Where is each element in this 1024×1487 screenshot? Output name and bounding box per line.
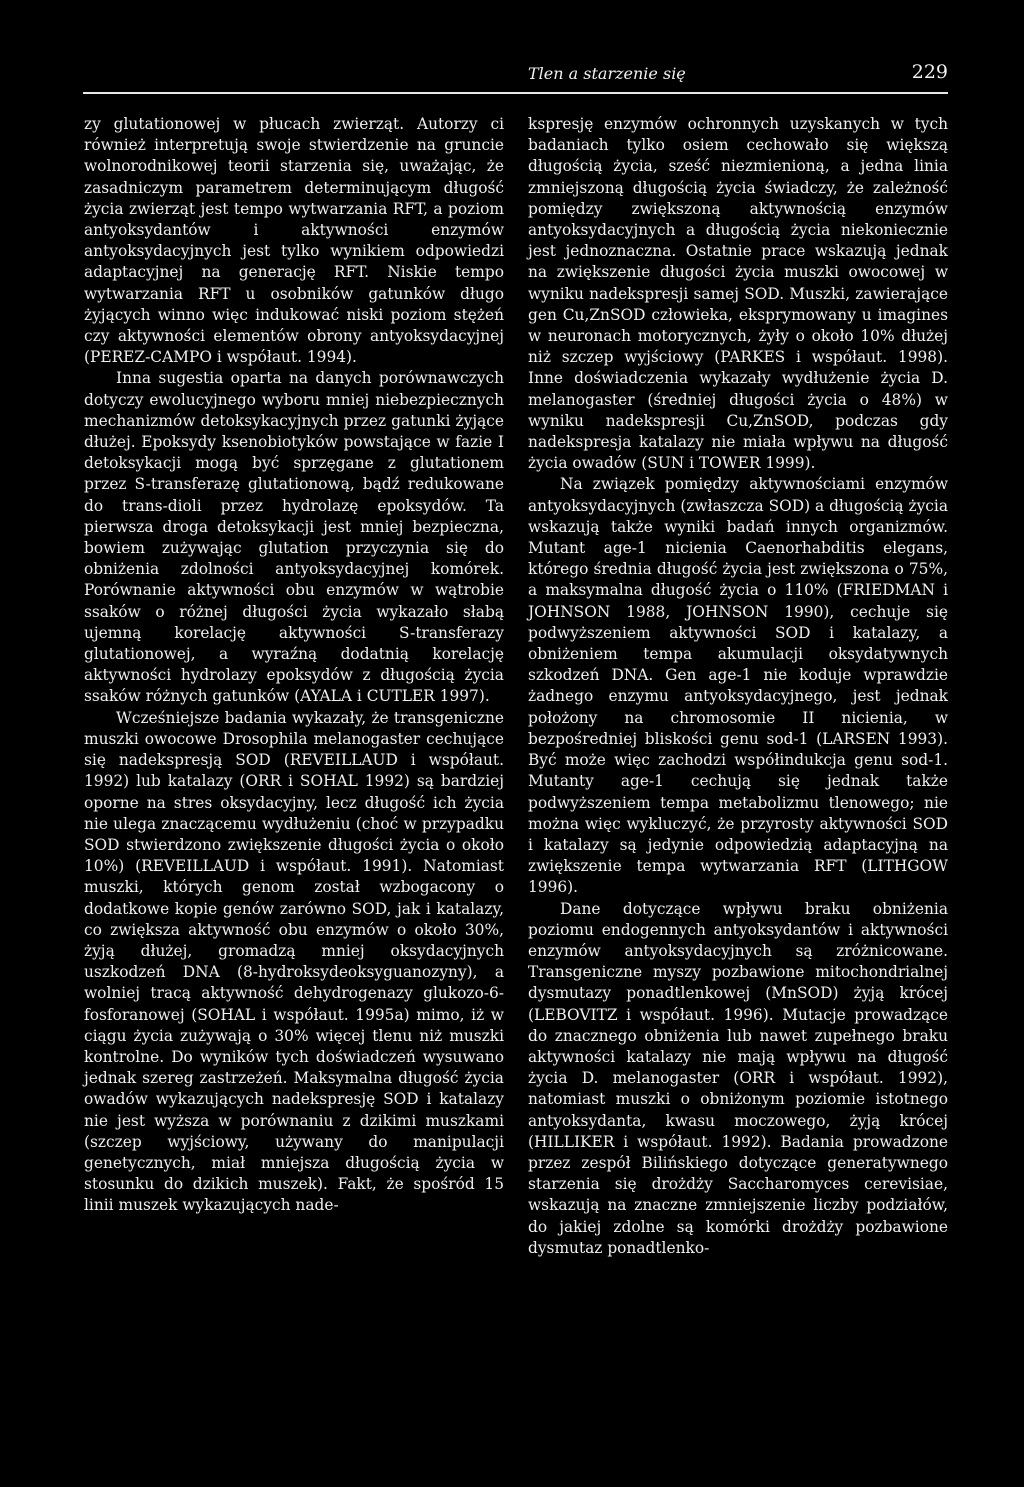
- paragraph: zy glutationowej w płucach zwierząt. Autorzy ci również interpretują swoje stwierdzenie na gruncie wolnorodnikowej teorii starzenia się, uważając, że zasadniczym parametrem determinującym długość życia zwierząt jest tempo wytwarzania RFT, a poziom antyoksydantów i aktywności enzymów antyoksydacyjnych jest tylko wynikiem odpowiedzi adaptacyjnej na generację RFT. Niskie tempo wytwarzania RFT u osobników gatunków długo żyjących winno więc indukować niski poziom stężeń czy aktywności elementów obrony antyoksydacyjnej (PEREZ-CAMPO i współaut. 1994).: [84, 115, 504, 367]
- paragraph: Wcześniejsze badania wykazały, że transgeniczne muszki owocowe Drosophila melanogaster cechujące się nadekspresją SOD (REVEILLAUD i współaut. 1992) lub katalazy (ORR i SOHAL 1992) są bardziej oporne na stres oksydacyjny, lecz długość ich życia nie ulega znaczącemu wydłużeniu (choć w przypadku SOD stwierdzono zwiększenie długości życia o około 10%) (REVEILLAUD i współaut. 1991). Natomiast muszki, których genom został wzbogacony o dodatkowe kopie genów zarówno SOD, jak i katalazy, co zwiększa aktywność obu enzymów o około 30%, żyją dłużej, gromadzą mniej oksydacyjnych uszkodzeń DNA (8-hydroksydeoksyguanozyny), a wolniej tracą aktywność dehydrogenazy glukozo-6-fosforanowej (SOHAL i współaut. 1995a) mimo, iż w ciągu życia zużywają o 30% więcej tlenu niż muszki kontrolne. Do wyników tych doświadczeń wysuwano jednak szereg zastrzeżeń. Maksymalna długość życia owadów wykazujących nadekspresję SOD i katalazy nie jest wyższa w porównaniu z dzikimi muszkami (szczep wyjściowy, używany do manipulacji genetycznych, miał mniejsza długością życia w stosunku do dzikich muszek). Fakt, że spośród 15 linii muszek wykazujących nade-: [84, 708, 504, 1215]
- right-column: [528, 114, 948, 1259]
- left-column: [84, 114, 504, 1217]
- paragraph: Inna sugestia oparta na danych porównawczych dotyczy ewolucyjnego wyboru mniej niebezpiecznych mechanizmów detoksykacyjnych przez gatunki żyjące dłużej. Epoksydy ksenobiotyków powstające w fazie I detoksykacji mogą być sprzęgane z glutationem przez S-transferazę glutationową, bądź redukowane do trans-dioli przez hydrolazę epoksydów. Ta pierwsza droga detoksykacji jest mniej bezpieczna, bowiem zużywając glutation przyczynia się do obniżenia zdolności antyoksydacyjnej komórek. Porównanie aktywności obu enzymów w wątrobie ssaków o różnej długości życia wykazało słabą ujemną korelację aktywności S-transferazy glutationowej, a wyraźną dodatnią korelację aktywności hydrolazy epoksydów z długością życia ssaków różnych gatunków (AYALA i CUTLER 1997).: [84, 369, 504, 706]
- running-title: Tlen a starzenie się: [528, 64, 686, 83]
- page-header: [83, 60, 948, 94]
- page-number: 229: [911, 61, 948, 83]
- paragraph: kspresję enzymów ochronnych uzyskanych w tych badaniach tylko osiem cechowało się większą długością życia, sześć niezmienioną, a jedna linia zmniejszoną długością życia świadczy, że zależność pomiędzy zwiększoną aktywnością enzymów antyoksydacyjnych a długością życia niekoniecznie jest jednoznaczna. Ostatnie prace wskazują jednak na zwiększenie długości życia muszki owocowej w wyniku nadekspresji samej SOD. Muszki, zawierające gen Cu,ZnSOD człowieka, eksprymowany u imagines w neuronach motorycznych, żyły o około 10% dłużej niż szczep wyjściowy (PARKES i współaut. 1998). Inne doświadczenia wykazały wydłużenie życia D. melanogaster (średniej długości życia o 48%) w wyniku nadekspresji Cu,ZnSOD, podczas gdy nadekspresja katalazy nie miała wpływu na długość życia owadów (SUN i TOWER 1999).: [528, 115, 948, 473]
- paragraph: Dane dotyczące wpływu braku obniżenia poziomu endogennych antyoksydantów i aktywności enzymów antyoksydacyjnych są zróżnicowane. Transgeniczne myszy pozbawione mitochondrialnej dysmutazy ponadtlenkowej (MnSOD) żyją krócej (LEBOVITZ i współaut. 1996). Mutacje prowadzące do znacznego obniżenia lub nawet zupełnego braku aktywności katalazy nie mają wpływu na długość życia D. melanogaster (ORR i współaut. 1992), natomiast muszki o obniżonym poziomie istotnego antyoksydanta, kwasu moczowego, żyją krócej (HILLIKER i współaut. 1992). Badania prowadzone przez zespół Bilińskiego dotyczące generatywnego starzenia się drożdży Saccharomyces cerevisiae, wskazują na znaczne zmniejszenie liczby podziałów, do jakiej zdolne są komórki drożdży pozbawione dysmutaz ponadtlenko-: [528, 899, 948, 1257]
- paragraph: Na związek pomiędzy aktywnościami enzymów antyoksydacyjnych (zwłaszcza SOD) a długością życia wskazują także wyniki badań innych organizmów. Mutant age-1 nicienia Caenorhabditis elegans, którego średnia długość życia jest zwiększona o 75%, a maksymalna długość życia o 110% (FRIEDMAN i JOHNSON 1988, JOHNSON 1990), cechuje się podwyższeniem aktywności SOD i katalazy, a obniżeniem tempa akumulacji oksydatywnych szkodzeń DNA. Gen age-1 nie koduje wprawdzie żadnego enzymu antyoksydacyjnego, jest jednak położony na chromosomie II nicienia, w bezpośredniej bliskości genu sod-1 (LARSEN 1993). Być może więc zachodzi współindukcja genu sod-1. Mutanty age-1 cechują się jednak także podwyższeniem tempa metabolizmu tlenowego; nie można więc wykluczyć, że przyrosty aktywności SOD i katalazy są jedynie odpowiedzią adaptacyjną na zwiększenie tempa wytwarzania RFT (LITHGOW 1996).: [528, 475, 948, 897]
